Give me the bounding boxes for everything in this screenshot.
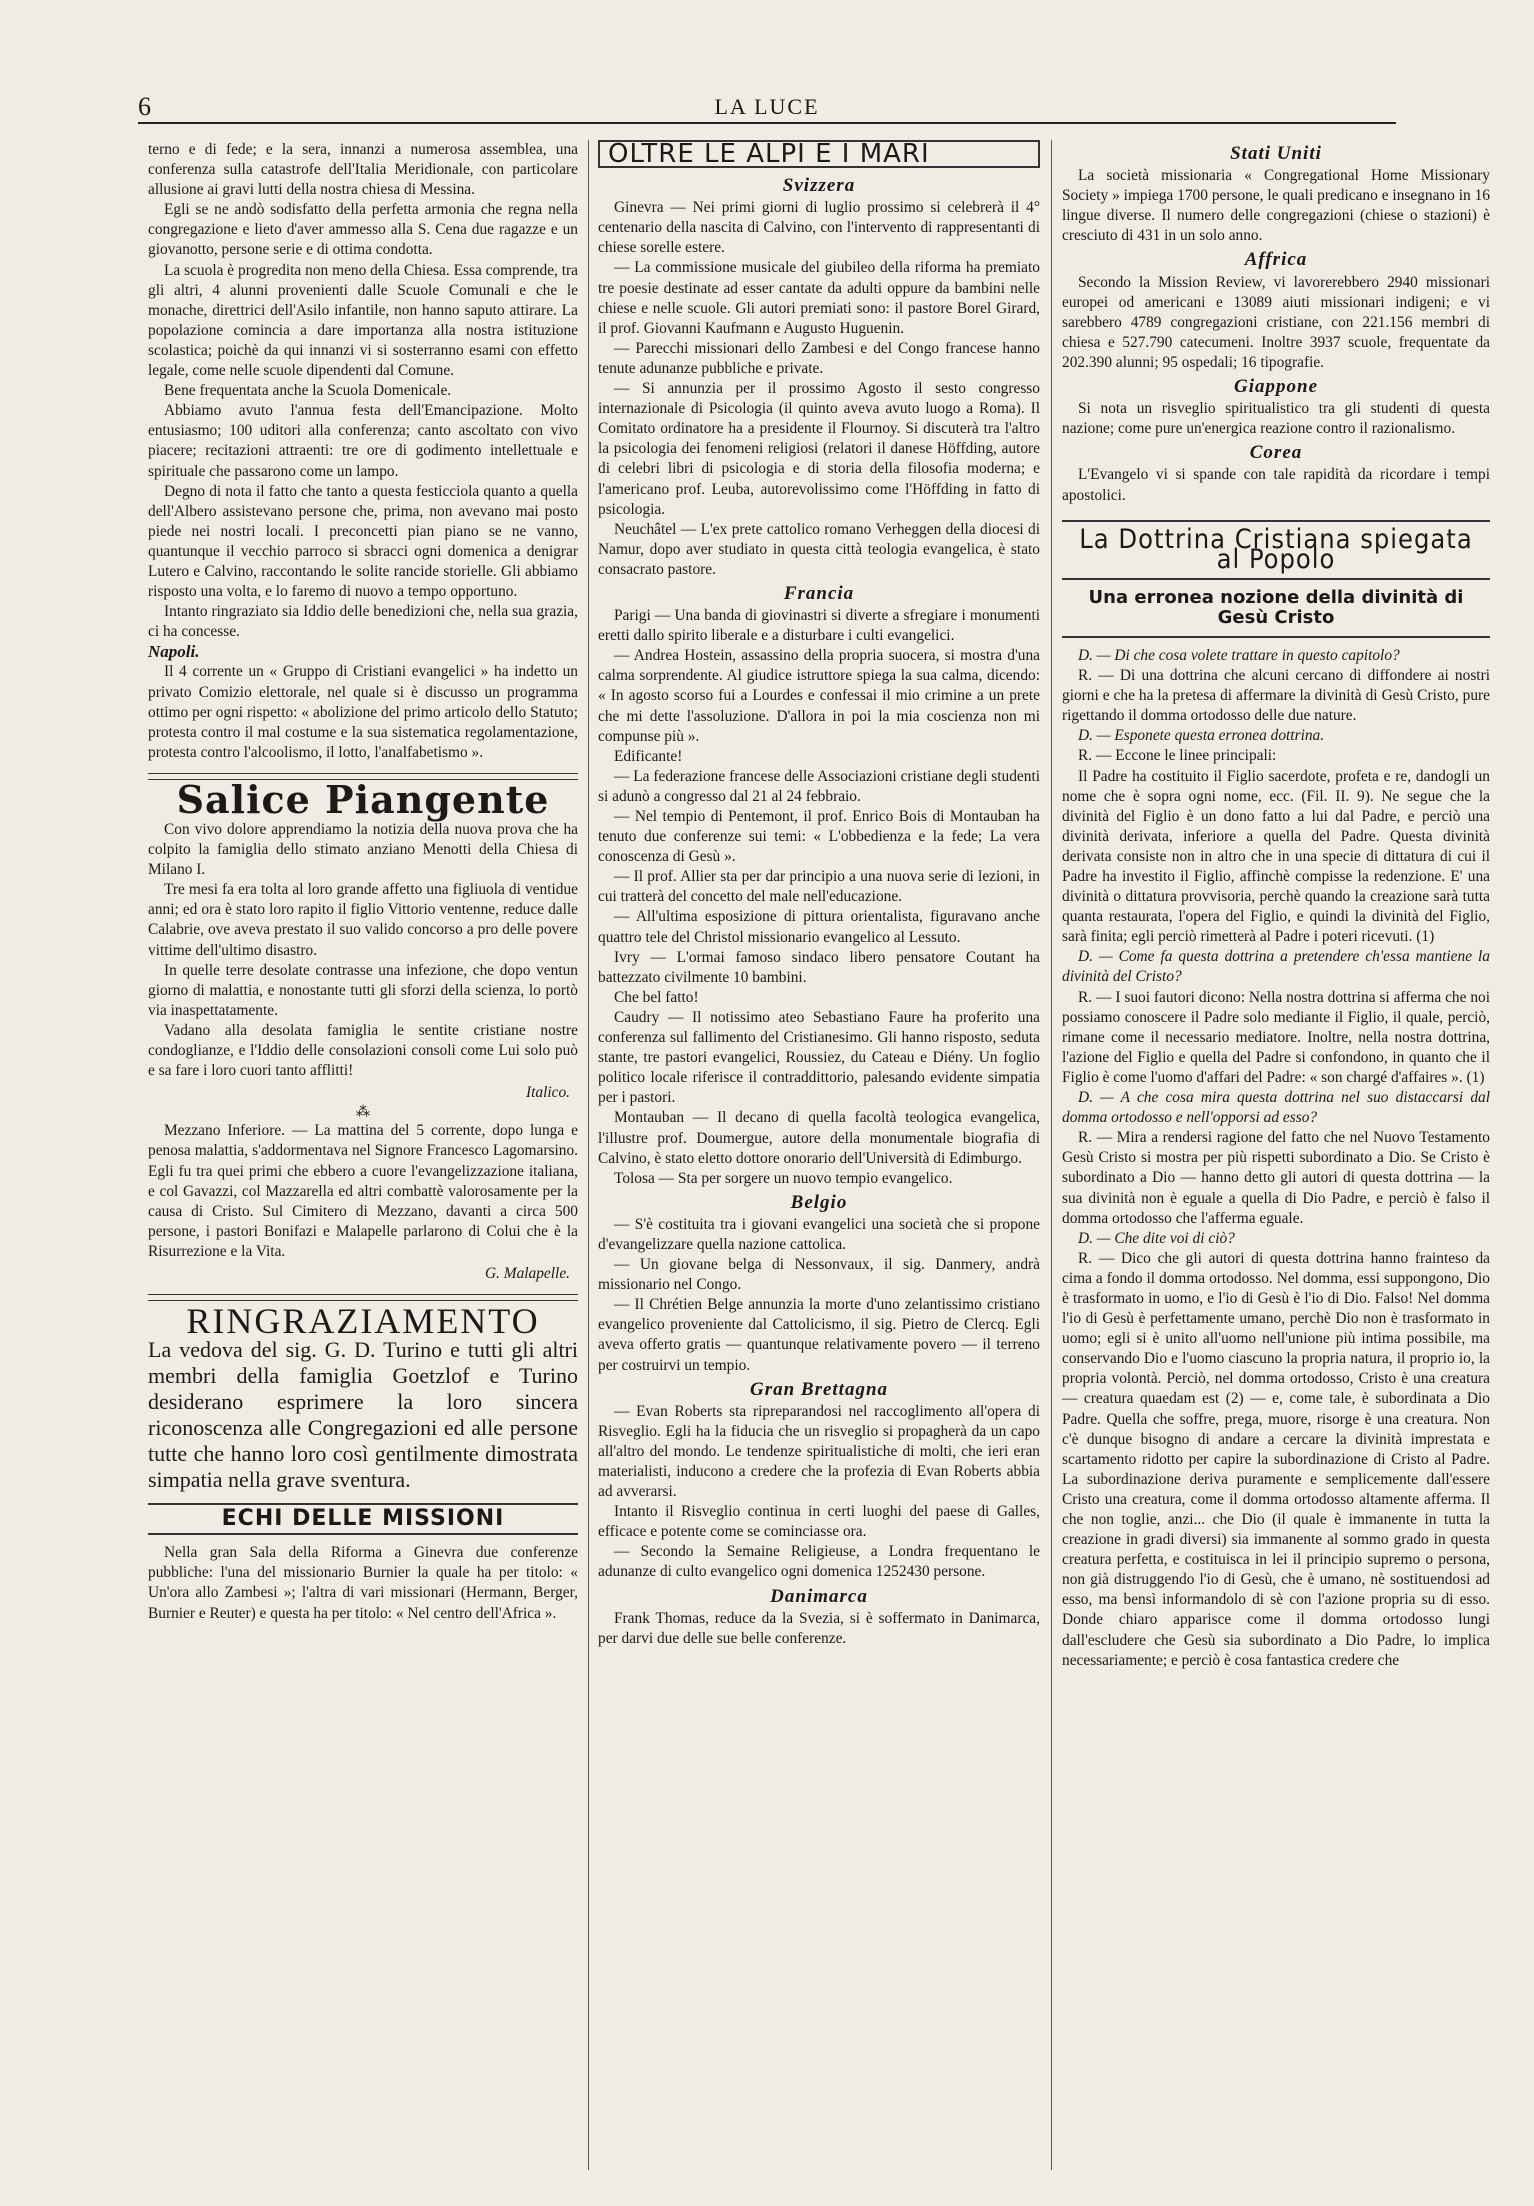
subheading-francia: Francia bbox=[783, 582, 855, 604]
section-title-dottrina-cristiana: La Dottrina Cristiana spiegata al Popolo bbox=[1062, 520, 1490, 580]
news-item: — Secondo la Semaine Religieuse, a Londra frequentano le adunanze di culto evangelico ogni domenica 1252430 persone. bbox=[598, 1543, 1040, 1581]
news-item: — La federazione francese delle Associazioni cristiane degli studenti si adunò a congresso dal 21 al 24 febbraio. bbox=[598, 767, 1040, 805]
question: D. — Di che cosa volete trattare in questo capitolo? bbox=[1078, 646, 1400, 664]
question: D. — Come fa questa dottrina a pretendere ch'essa mantiene la divinità del Cristo? bbox=[1062, 948, 1490, 986]
section-heading-napoli: Napoli. bbox=[148, 642, 200, 662]
left-column bbox=[148, 140, 578, 1624]
subheading-gran-brettagna: Gran Brettagna bbox=[749, 1378, 889, 1400]
section-title-salice-piangente: Salice Piangente bbox=[176, 776, 550, 822]
subheading-corea: Corea bbox=[1249, 442, 1303, 464]
question: D. — Che dite voi di ciò? bbox=[1078, 1229, 1235, 1247]
news-item: Montauban — Il decano di quella facoltà teologica evangelica, l'illustre prof. Doumergue, autore della monumentale biografia di Calvino, è stato eletto dottore onorario dell'Università di Edimburgo. bbox=[598, 1109, 1040, 1167]
middle-column bbox=[598, 140, 1040, 1649]
answer: R. — I suoi fautori dicono: Nella nostra dottrina si afferma che noi possiamo conoscere il Padre solo mediante il Figlio, il quale, perciò, rimane come il necessario mediatore. Inoltre, nella nostra dottrina, l'azione del Figlio e quella del Padre si confondono, in quanto che il Figlio è come l'uomo d'affari del Padre: « son chargé d'affaires ». (1) bbox=[1062, 988, 1490, 1086]
subheading-belgio: Belgio bbox=[790, 1191, 848, 1213]
news-item: Ginevra — Nei primi giorni di luglio prossimo si celebrerà il 4° centenario della nascita di Calvino, con l'intervento di rappresentanti di chiese sorelle estere. bbox=[598, 199, 1040, 257]
news-item: L'Evangelo vi si spande con tale rapidità da ricordare i tempi apostolici. bbox=[1062, 466, 1490, 504]
answer: R. — Mira a rendersi ragione del fatto che nel Nuovo Testamento Gesù Cristo si mostra per più rispetti subordinato a Dio. Se Cristo è subordinato a Dio — hanno detto gli autori di questa dottrina — la sua divinità non è eguale a quella di Dio Padre, e perciò è falso il domma ortodosso che l'afferma eguale. bbox=[1062, 1129, 1490, 1227]
news-item: Tolosa — Sta per sorgere un nuovo tempio evangelico. bbox=[614, 1169, 953, 1187]
section-subtitle-erronea-nozione: Una erronea nozione della divinità di Gesù Cristo bbox=[1062, 586, 1490, 638]
article-paragraph: Degno di nota il fatto che tanto a questa festicciola quanto a quella dell'Albero assistevano persone che, prima, non avevano mai posto piede nei nostri locali. I preconcetti pian piano se ne vanno, quantunque il vecchio parroco si sbracci ogni domenica a denigrar Lutero e Calvino, raccontando le solite rancide storielle. Gli abbiamo risposto una volta, e lo faremo di nuovo a tempo opportuno. bbox=[148, 482, 578, 601]
answer: R. — Eccone le linee principali: bbox=[1078, 747, 1277, 765]
news-item: Parigi — Una banda di giovinastri si diverte a sfregiare i monumenti eretti dallo spirito liberale e a disturbare i culti evangelici. bbox=[598, 607, 1040, 645]
obituary-paragraph: Con vivo dolore apprendiamo la notizia della nuova prova che ha colpito la famiglia dello stimato anziano Menotti della Chiesa di Milano I. bbox=[148, 821, 578, 879]
article-paragraph: Egli se ne andò sodisfatto della perfetta armonia che regna nella congregazione e lieto d'aver ammesso alla S. Cena due ragazze e un giovanotto, persone serie e di ottima condotta. bbox=[148, 201, 578, 259]
obituary-paragraph: Vadano alla desolata famiglia le sentite cristiane nostre condoglianze, e l'Iddio delle consolazioni consoli come Lui solo può e sa fare i loro cuori tanto afflitti! bbox=[148, 1021, 578, 1080]
subheading-stati-uniti: Stati Uniti bbox=[1230, 143, 1322, 164]
section-title-echi-delle-missioni: ECHI DELLE MISSIONI bbox=[148, 1503, 578, 1535]
subheading-affrica: Affrica bbox=[1244, 249, 1308, 271]
page-header bbox=[138, 92, 1396, 124]
news-item: — Evan Roberts sta ripreparandosi nel raccoglimento all'opera di Risveglio. Egli ha la fiducia che un risveglio si propagherà da un capo all'altro del mondo. Le tendenze spiritualistiche di molti, che ieri eran materialisti, inducono a credere che la profezia di Evan Roberts abbia ad avverarsi. bbox=[598, 1402, 1040, 1501]
news-item: — Un giovane belga di Nessonvaux, il sig. Danmery, andrà missionario nel Congo. bbox=[598, 1256, 1040, 1294]
news-item: — Il Chrétien Belge annunzia la morte d'uno zelantissimo cristiano evangelico proveniente dal Cattolicismo, il sig. Pietro de Clercq. Egli aveva offerto gratis — quantunque relativamente povero — il terreno per costruirvi un tempio. bbox=[598, 1296, 1040, 1374]
section-title-ringraziamento: RINGRAZIAMENTO bbox=[186, 1301, 540, 1342]
news-item: — Parecchi missionari dello Zambesi e del Congo francese hanno tenute adunanze pubbliche e private. bbox=[598, 339, 1040, 377]
news-item: — Nel tempio di Pentemont, il prof. Enrico Bois di Montauban ha tenuto due conferenze sui temi: « L'obbedienza e la fede; La vera conoscenza di Gesù ». bbox=[598, 808, 1040, 866]
subheading-danimarca: Danimarca bbox=[770, 1585, 868, 1607]
asterism-divider: ⁂ bbox=[356, 1105, 370, 1121]
article-paragraph: terno e di fede; e la sera, innanzi a numerosa assemblea, una conferenza sulla catastrofe dell'Italia Meridionale, con particolare allusione ai gravi lutti della nostra chiesa di Messina. bbox=[148, 141, 578, 199]
answer: Il Padre ha costituito il Figlio sacerdote, profeta e re, dandogli un nome che è sopra ogni nome, ecc. (Fil. II. 9). Ne segue che la divinità del Figlio è un dono fatto a lui dal Padre, e perciò una divinità derivata, inferiore a quella del Padre. Questa divinità derivata consiste non in altro che in una specie di dittatura di cui il Padre ha investito il Figlio, affinchè compisse la redenzione. E' una divinità o dittatura provvisoria, perchè quando la creazione sarà tutta quanta restaurata, l'opera del Figlio, e quindi la divinità del Figlio, sarà finita; egli perciò rimetterà al Padre i poteri ricevuti. (1) bbox=[1062, 767, 1490, 946]
article-paragraph: Intanto ringraziato sia Iddio delle benedizioni che, nella sua grazia, ci ha concesse. bbox=[148, 603, 578, 641]
article-paragraph: Bene frequentata anche la Scuola Domenicale. bbox=[164, 382, 452, 400]
column-rule-left bbox=[588, 140, 589, 2170]
news-item: — Si annunzia per il prossimo Agosto il sesto congresso internazionale di Psicologia (il quinto aveva avuto luogo a Roma). Il Comitato ordinatore ha a presidente il Flournoy. Si discuterà tra l'altro la psicologia dei fenomeni religiosi (relatori il danese Höffding, autore di celebri libri di psicologia e di storia della filosofia moderna; e l'americano prof. Leuba, autorevolissimo come l'Höffding in fatto di psicologia. bbox=[598, 380, 1040, 518]
obituary-paragraph: In quelle terre desolate contrasse una infezione, che dopo ventun giorno di malattia, e nonostante tutti gli sforzi della scienza, lo portò via inaspettatamente. bbox=[148, 961, 578, 1019]
signature-italico: Italico. bbox=[525, 1084, 570, 1102]
subheading-giappone: Giappone bbox=[1234, 376, 1318, 398]
news-item: Secondo la Mission Review, vi lavorerebbero 2940 missionari europei od americani e 13089 aiuti missionari indigeni; e vi sarebbero 4789 congregazioni cristiane, con 221.156 membri di chiesa e 527.790 catecumeni. Inoltre 3937 scuole, frequentate da 202.390 alunni; 95 ospedali; 16 tipografie. bbox=[1062, 273, 1490, 371]
news-item: — All'ultima esposizione di pittura orientalista, figuravano anche quattro tele del Christol missionario evangelico al Lessuto. bbox=[598, 908, 1040, 946]
news-item: Ivry — L'ormai famoso sindaco libero pensatore Coutant ha battezzato civilmente 10 bambini. bbox=[598, 948, 1040, 986]
signature-malapelle: G. Malapelle. bbox=[484, 1264, 570, 1282]
news-item: Intanto il Risveglio continua in certi luoghi del paese di Galles, efficace e potente come se cominciasse ora. bbox=[598, 1503, 1040, 1541]
answer: R. — Di una dottrina che alcuni cercano di diffondere ai nostri giorni e che ha la pretesa di affermare la divinità di Gesù Cristo, pure rigettando il domma ortodosso delle due nature. bbox=[1062, 667, 1490, 725]
running-title: LA LUCE bbox=[714, 94, 820, 119]
subheading-svizzera: Svizzera bbox=[782, 175, 856, 197]
question: D. — Esponete questa erronea dottrina. bbox=[1078, 727, 1325, 745]
article-paragraph: Nella gran Sala della Riforma a Ginevra due conferenze pubbliche: l'una del missionario Burnier la quale ha per titolo: « Un'ora allo Zambesi »; l'altra di vari missionari (Hermann, Berger, Burnier e Reuter) e questa ha per titolo: « Nel centro dell'Africa ». bbox=[148, 1544, 578, 1622]
decorative-rule bbox=[148, 1294, 578, 1301]
column-rule-right bbox=[1051, 140, 1052, 2170]
page-number: 6 bbox=[138, 92, 151, 121]
news-item: Si nota un risveglio spiritualistico tra gli studenti di questa nazione; come pure un'energica reazione contro il razionalismo. bbox=[1062, 400, 1490, 438]
news-item: — S'è costituita tra i giovani evangelici una società che si propone d'evangelizzare quella nazione cattolica. bbox=[598, 1215, 1040, 1253]
news-item: Caudry — Il notissimo ateo Sebastiano Faure ha proferito una conferenza sul fallimento del Cristianesimo. Gli hanno risposto, seduta stante, tre pastori evangelici, Roussiez, du Cateau e Diény. Un foglio politico locale riferisce il contraddittorio, palesando evidente simpatia per i pastori. bbox=[598, 1008, 1040, 1107]
question: D. — A che cosa mira questa dottrina nel suo distaccarsi dal domma ortodosso e nell'opporsi ad esso? bbox=[1062, 1089, 1490, 1127]
news-item: Frank Thomas, reduce da la Svezia, si è soffermato in Danimarca, per darvi due delle sue belle conferenze. bbox=[598, 1609, 1040, 1647]
news-item: — La commissione musicale del giubileo della riforma ha premiato tre poesie destinate ad esser cantate da adulti oppure da bambini nelle chiese e nelle scuole. Gli autori premiati sono: il pastore Borel Girard, il prof. Giovanni Kaufmann e Augusto Huguenin. bbox=[598, 259, 1040, 337]
news-item: Neuchâtel — L'ex prete cattolico romano Verheggen della diocesi di Namur, dopo aver studiato in questa città teologia evangelica, è stato consacrato pastore. bbox=[598, 520, 1040, 578]
news-item: Edificante! bbox=[614, 747, 683, 765]
obituary-paragraph: Mezzano Inferiore. — La mattina del 5 corrente, dopo lunga e penosa malattia, s'addormentava nel Signore Francesco Lagomarsino. Egli fu tra quei primi che ebbero a cuore l'evangelizzazione italiana, e col Gavazzi, col Mazzarella ed altri combattè valorosamente per la causa di Cristo. Sul Cimitero di Mezzano, davanti a circa 500 persone, i pastori Bonifazi e Malapelle parlarono di Colui che è la Risurrezione e la Vita. bbox=[148, 1122, 578, 1260]
right-column bbox=[1062, 140, 1490, 1671]
section-title-oltre-le-alpi: OLTRE LE ALPI E I MARI bbox=[598, 140, 1040, 168]
article-paragraph: Il 4 corrente un « Gruppo di Cristiani evangelici » ha indetto un privato Comizio elettorale, nel quale si è discusso un programma ottimo per ogni rispetto: « abolizione del primo articolo dello Statuto; protesta contro il mal costume e la sua sistematica regolamentazione, protesta contro l'alcoolismo, il lotto, l'analfabetismo ». bbox=[148, 663, 578, 761]
news-item: Che bel fatto! bbox=[614, 988, 699, 1006]
news-item: — Andrea Hostein, assassino della propria suocera, si mostra d'una calma sorprendente. Al giudice istruttore spiega la sua calma, dicendo: « In agosto scorso fui a Lourdes e confessai il mio crimine a un prete che mi dette l'assoluzione. D'allora in poi la mia coscienza non mi compunse più ». bbox=[598, 647, 1040, 745]
news-item: — Il prof. Allier sta per dar principio a una nuova serie di lezioni, in cui tratterà del concetto del male nell'educazione. bbox=[598, 868, 1040, 906]
thanks-notice: La vedova del sig. G. D. Turino e tutti gli altri membri della famiglia Goetzlof e Turino desiderano esprimere la loro sincera riconoscenza alle Congregazioni ed alle persone tutte che hanno loro così gentilmente dimostrata simpatia nella grave sventura. bbox=[148, 1337, 578, 1493]
news-item: La società missionaria « Congregational Home Missionary Society » impiega 1700 persone, le quali predicano e insegnano in 16 lingue diverse. Il numero delle congregazioni (chiese o stazioni) è cresciuto di 431 in un solo anno. bbox=[1062, 167, 1490, 245]
answer: R. — Dico che gli autori di questa dottrina hanno frainteso da cima a fondo il domma ortodosso. Nel domma, essi suppongono, Dio è trasformato in uomo, e l'io di Gesù è l'io di Dio. Falso! Nel domma l'io di Gesù è perfettamente umano, perchè Dio non è trasformato in uomo; egli si è unito all'uomo nell'unione più intima possibile, ma conservando Dio e l'uomo ciascuno la propria natura, il proprio io, la propria volontà. Perciò, nel domma ortodosso, Cristo è una creatura — creatura quaedam est (2) — e, come tale, è subordinata a Dio Padre. Quella che soffre, prega, muore, risorge è una creatura. Non c'è dunque bisogno di andare a cercare la divinità imprestata e scartamento ridotto per capire la subordinazione di Cristo al Padre. La subordinazione deriva puramente e semplicemente dall'essere Cristo una creatura, come il domma ortodosso altamente afferma. Il che non toglie, anzi... che Dio (il quale è immanente in tutta la creazione in gradi diversi) sia immanente al sommo grado in questa creatura perfetta, e costituisca in lei il principio supremo o persona, non già distruggendo l'io di Gesù, che è umano, nè sostituendosi ad esso, ma bensì informandolo di sè con l'azione propria su di esso. Donde chiaro apparisce come il domma ortodosso lungi dall'escludere che Gesù sia subordinato a Dio Padre, lo implica necessariamente; e perciò è cosa fantastica credere che bbox=[1062, 1249, 1490, 1669]
obituary-paragraph: Tre mesi fa era tolta al loro grande affetto una figliuola di ventidue anni; ed ora è stato loro rapito il figlio Vittorio ventenne, reduce dalle Calabrie, ove aveva prestato il suo valido concorso a pro delle povere vittime dell'ultimo disastro. bbox=[148, 881, 578, 959]
article-paragraph: La scuola è progredita non meno della Chiesa. Essa comprende, tra gli altri, 4 alunni provenienti dalle Scuole Comunali e che le monache, direttrici dell'Asilo infantile, non hanno saputo attirare. La popolazione comincia a dare importanza alla nostra istituzione scolastica; poichè da qui innanzi vi si sosterranno esami con effetto legale, come nelle scuole dipendenti dal Comune. bbox=[148, 261, 578, 380]
article-paragraph: Abbiamo avuto l'annua festa dell'Emancipazione. Molto entusiasmo; 100 uditori alla conferenza; canto ascoltato con vivo piacere; recitazioni attraenti: tre ore di godimento intellettuale e spirituale che passarono come un lampo. bbox=[148, 402, 578, 480]
